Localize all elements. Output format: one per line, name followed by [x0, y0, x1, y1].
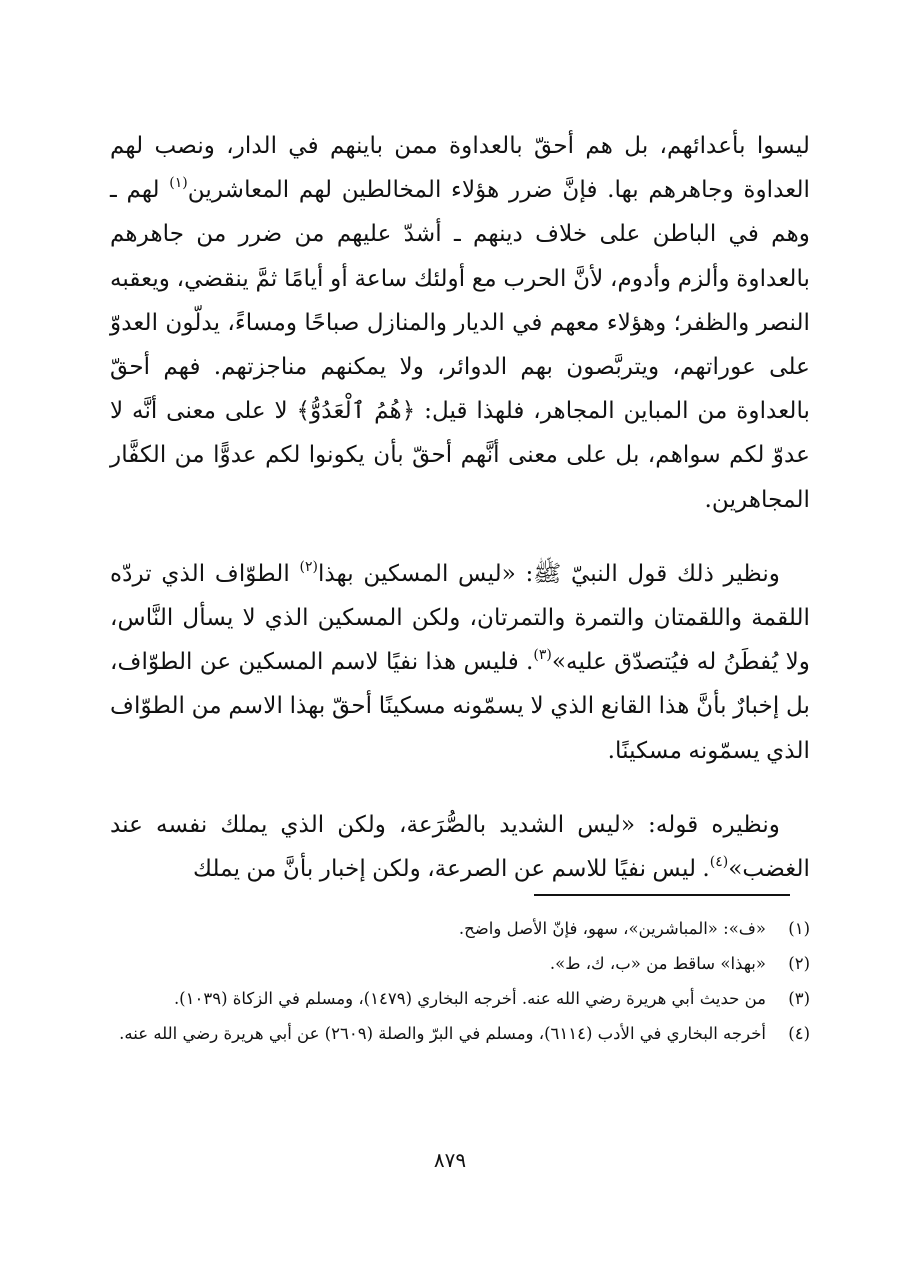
paragraph-3-text-b: . ليس نفيًا للاسم عن الصرعة، ولكن إخبار بأنَّ من يملك [192, 855, 710, 883]
paragraph-3 [110, 803, 810, 891]
footnote-separator [534, 894, 790, 896]
footnote-text: «بهذا» ساقط من «ب، ك، ط». [549, 954, 766, 973]
footnote-marker-3: (٣) [533, 647, 552, 664]
footnote-4 [110, 1020, 810, 1047]
footnote-marker-4: (٤) [709, 854, 729, 871]
footnote-number: (٣) [788, 989, 810, 1008]
main-text [110, 124, 810, 891]
footnote-text: من حديث أبي هريرة رضي الله عنه. أخرجه البخاري (١٤٧٩)، ومسلم في الزكاة (١٠٣٩). [173, 989, 766, 1008]
page-number: ٨٧٩ [433, 1148, 467, 1172]
footnotes [110, 915, 810, 1055]
footnote-number: (٢) [788, 954, 810, 973]
footnote-number: (٤) [788, 1024, 810, 1043]
paragraph-1-text-b: لهم ـ وهم في الباطن على خلاف دينهم ـ أشدّ عليهم من ضرر من جاهرهم بالعداوة وألزم وأدوم، لأنَّ الحرب مع أولئك ساعة أو أيامًا ثمَّ ينقضي، ويعقبه النصر والظفر؛ وهؤلاء معهم في الديار والمنازل صباحًا ومساءً، يدلّون العدوّ على عوراتهم، ويتربَّصون بهم الدوائر، ولا يمكنهم مناجزتهم. فهم أحقّ بالعداوة من المباين المجاهر، فلهذا قيل: ﴿هُمُ ٱلْعَدُوُّ﴾ لا على معنى أنَّه لا عدوّ لكم سواهم، بل على معنى أنَّهم أحقّ بأن يكونوا لكم عدوًّا من الكفَّار المجاهرين. [110, 176, 810, 513]
footnote-marker-2: (٢) [299, 558, 318, 575]
footnote-text: «ف»: «المباشرين»، سهو، فإنّ الأصل واضح. [458, 919, 766, 938]
paragraph-2-text-c: . فليس هذا نفيًا لاسم المسكين عن الطوّاف، بل إخبارٌ بأنَّ هذا القانع الذي لا يسمّونه مسكينًا أحقّ بهذا الاسم من الطوّاف الذي يسمّونه مسكينًا. [110, 648, 810, 764]
paragraph-3-text-a: ونظيره قوله: «ليس الشديد بالصُّرَعة، ولكن الذي يملك نفسه عند الغضب» [110, 810, 810, 883]
paragraph-1-text-a: ليسوا بأعدائهم، بل هم أحقّ بالعداوة ممن باينهم في الدار، ونصب لهم العداوة وجاهرهم بها. فإنَّ ضرر هؤلاء المخالطين لهم المعاشرين [110, 132, 810, 204]
paragraph-2-text-a: ونظير ذلك قول النبيّ ﷺ: «ليس المسكين بهذا [317, 559, 780, 587]
footnote-3 [110, 985, 810, 1012]
paragraph-2 [110, 552, 810, 773]
footnote-text: أخرجه البخاري في الأدب (٦١١٤)، ومسلم في البرّ والصلة (٢٦٠٩) عن أبي هريرة رضي الله عنه. [119, 1024, 766, 1043]
paragraph-2-text-b: الطوّاف الذي تردّه اللقمة واللقمتان والتمرة والتمرتان، ولكن المسكين الذي لا يسأل النَّاس، ولا يُفطَنُ له فيُتصدّق عليه» [110, 559, 810, 676]
footnote-2 [110, 950, 810, 977]
footnote-number: (١) [788, 919, 810, 938]
footnote-1 [110, 915, 810, 942]
paragraph-1 [110, 124, 810, 522]
footnote-marker-1: (١) [169, 175, 188, 192]
